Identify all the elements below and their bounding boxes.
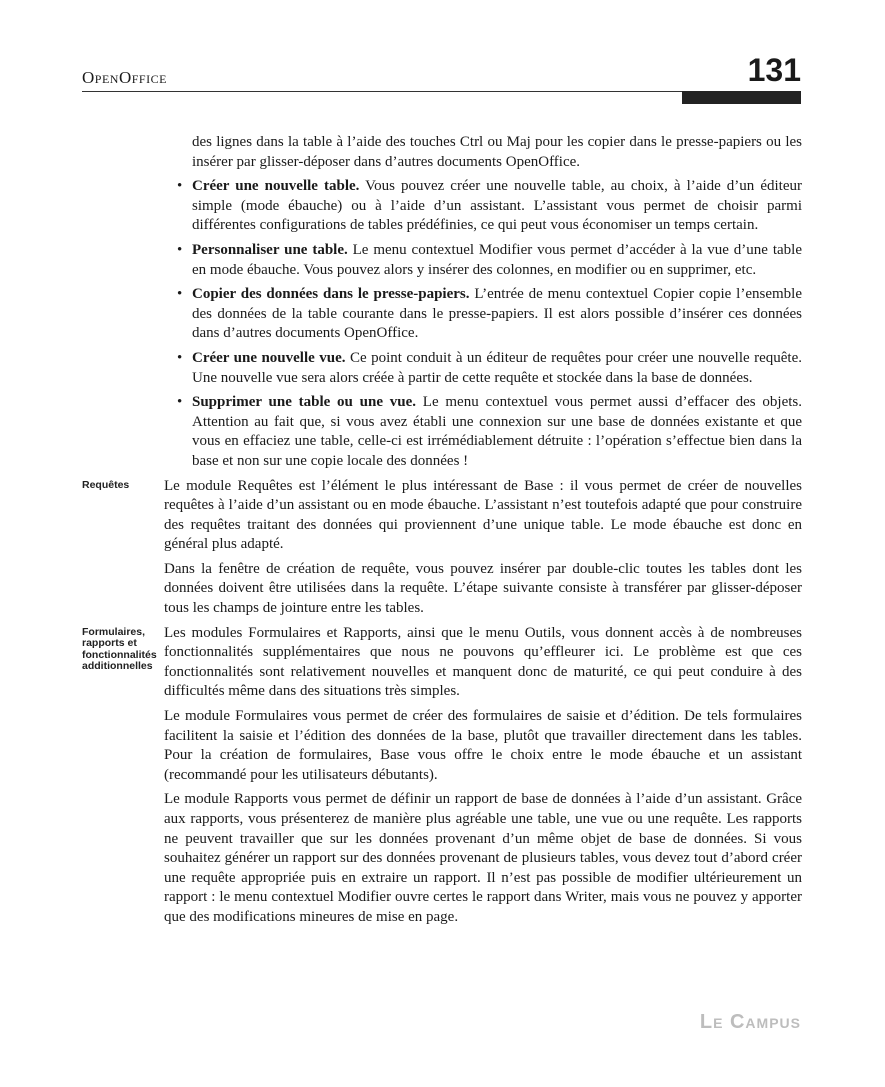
bullet-term: Créer une nouvelle table. [192, 178, 360, 195]
bullet-text: Le menu contextuel vous permet aussi d’effacer des objets. Attention au fait que, si vous avez établi une connexion sur une base de données existante et que vous en effaciez une table, celle-ci est irrémédiablement détruite : l’opération s’effectue bien dans la base et non sur une copie locale des données ! [192, 394, 802, 469]
header-bar [682, 91, 801, 104]
margin-label: Formulaires, rapports et fonctionnalités additionnelles [82, 625, 157, 673]
running-header-title: OpenOffice [82, 68, 167, 87]
list-item [164, 285, 802, 344]
bullet-text: Vous pouvez créer une nouvelle table, au choix, à l’aide d’un éditeur simple (mode ébauche) ou à l’aide d’un assistant. L’assistant vous permet de choisir parmi différentes configurations de tables prédéfinies, ce qui peut vous économiser un temps certain. [192, 178, 802, 234]
paragraph: Le module Formulaires vous permet de créer des formulaires de saisie et d’édition. De tels formulaires facilitent la saisie et l’édition des données de la base, plutôt que travailler directement dans les tables. Pour la création de formulaires, Base vous offre le choix entre le mode ébauche et un assistant (recommandé pour les utilisateurs débutants). [164, 708, 802, 783]
margin-label: Requêtes [82, 478, 130, 491]
bullet-text: L’entrée de menu contextuel Copier copie l’ensemble des données de la table courante dans le presse-papiers. Il est alors possible d’insérer ces données dans d’autres documents OpenOffice. [192, 286, 802, 342]
page-body [82, 133, 803, 933]
list-item [164, 349, 802, 388]
bullet-term: Créer une nouvelle vue. [192, 349, 346, 366]
bullet-text: Ce point conduit à un éditeur de requêtes pour créer une nouvelle requête. Une nouvelle vue sera alors créée à partir de cette requête et stockée dans la base de données. [192, 349, 803, 386]
publisher-logo: Le Campus [699, 1011, 801, 1033]
list-item [164, 177, 802, 236]
bullet-term: Personnaliser une table. [192, 241, 348, 258]
page-number: 131 [747, 52, 801, 88]
bullet-term: Supprimer une table ou une vue. [192, 394, 417, 411]
section-requetes [82, 477, 802, 619]
section-formulaires [82, 624, 802, 928]
paragraph: Les modules Formulaires et Rapports, ainsi que le menu Outils, vous donnent accès à de nombreuses fonctionnalités supplémentaires que nous ne pouvons qu’effleurer ici. Le problème est que ces fonctionnalités sont relativement nouvelles et manquent donc de maturité, ce qui peut conduire à des difficultés même dans des situations très simples. [164, 624, 802, 700]
list-item [164, 393, 802, 471]
intro-continuation: des lignes dans la table à l’aide des touches Ctrl ou Maj pour les copier dans le presse-papiers ou les insérer par glisser-déposer dans d’autres documents OpenOffice. [192, 134, 802, 170]
bullet-list [164, 177, 802, 471]
paragraph: Le module Requêtes est l’élément le plus intéressant de Base : il vous permet de créer de nouvelles requêtes à l’aide d’un assistant ou en mode ébauche. L’assistant n’est toutefois adapté que pour construire des requêtes traitant des données qui proviennent d’une unique table. Le mode ébauche est donc en général plus adapté. [164, 477, 802, 553]
list-item [164, 241, 802, 280]
paragraph: Le module Rapports vous permet de définir un rapport de base de données à l’aide d’un assistant. Grâce aux rapports, vous présenterez de manière plus agréable une table, une vue ou une requête. Les rapports ne peuvent travailler que sur les données provenant d’un même objet de base de données. Si vous souhaitez générer un rapport sur des données provenant de plusieurs tables, vous devez tout d’abord créer une requête appropriée puis en extraire un rapport. Il n’est pas possible de modifier ultérieurement un rapport : le menu contextuel Modifier ouvre certes le rapport dans Writer, mais vous ne pouvez y apporter que des modifications mineures de mise en page. [164, 791, 802, 925]
bullet-term: Copier des données dans le presse-papiers. [192, 286, 470, 303]
paragraph: Dans la fenêtre de création de requête, vous pouvez insérer par double-clic toutes les tables dont les données doivent être utilisées dans la requête. L’étape suivante consiste à transférer par glisser-déposer tous les champs de jointure entre les tables. [164, 560, 802, 617]
bullet-text: Le menu contextuel Modifier vous permet d’accéder à la vue d’une table en mode ébauche. Vous pouvez alors y insérer des colonnes, en modifier ou en supprimer, etc. [192, 241, 802, 278]
